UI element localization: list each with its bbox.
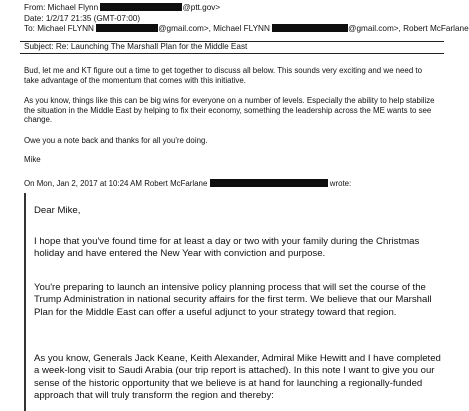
reply-paragraph-1: Bud, let me and KT figure out a time to get together to discuss all below. This sounds very exciting and we need to take advantage of the momentum that comes with this initiative.: [24, 66, 422, 85]
from-domain: @ptt.gov>: [182, 3, 221, 12]
to-label: To: Michael FLYNN: [24, 24, 94, 33]
email-header: [24, 3, 469, 35]
to-recipient-1: @gmail.com>, Michael FLYNN: [158, 24, 270, 33]
quoted-paragraph-3: As you know, Generals Jack Keane, Keith Alexander, Admiral Mike Hewitt and I have completed a week-long visit to Saudi Arabia (our trip report is attached). In this note I want to give you our sense of the historic opportunity that we believe is at hand for launching a regionally-funded approach that will truly transform the region and thereby:: [34, 353, 441, 401]
to-line: [24, 24, 469, 35]
quoted-greeting: Dear Mike,: [34, 205, 81, 216]
date-line: Date: 1/2/17 21:35 (GMT-07:00): [24, 13, 141, 23]
reply-paragraph-2: As you know, things like this can be big wins for everyone on a number of levels. Especially the ability to help stabilize the situation in the Middle East by helping to fix their economy, something the leadership across the ME wants to see change.: [24, 96, 435, 125]
redaction-bar: [96, 24, 158, 32]
quoted-paragraph-2: You're preparing to launch an intensive policy planning process that will set the course of the Trump Administration in national security affairs for the first term. We believe that our Marshall Plan for the Middle East can offer a useful adjunct to your strategy toward that region.: [34, 282, 432, 318]
subject-line: Subject: Re: Launching The Marshall Plan for the Middle East: [24, 42, 248, 51]
reply-paragraph-3: Owe you a note back and thanks for all you're doing.: [24, 136, 208, 145]
from-line: [24, 3, 469, 14]
redaction-bar: [210, 179, 328, 187]
signature: Mike: [24, 155, 41, 164]
redaction-bar: [272, 24, 348, 32]
attribution-suffix: wrote:: [329, 179, 352, 188]
from-label: From: Michael Flynn: [24, 3, 99, 12]
attribution-prefix: On Mon, Jan 2, 2017 at 10:24 AM Robert McFarlane: [24, 179, 208, 188]
redaction-bar: [100, 3, 182, 11]
quoted-paragraph-1: I hope that you've found time for at least a day or two with your family during the Christmas holiday and have entered the New Year with conviction and purpose.: [34, 236, 420, 260]
quote-attribution: [24, 179, 351, 188]
to-recipient-2: @gmail.com>, Robert McFarlane: [348, 24, 469, 33]
